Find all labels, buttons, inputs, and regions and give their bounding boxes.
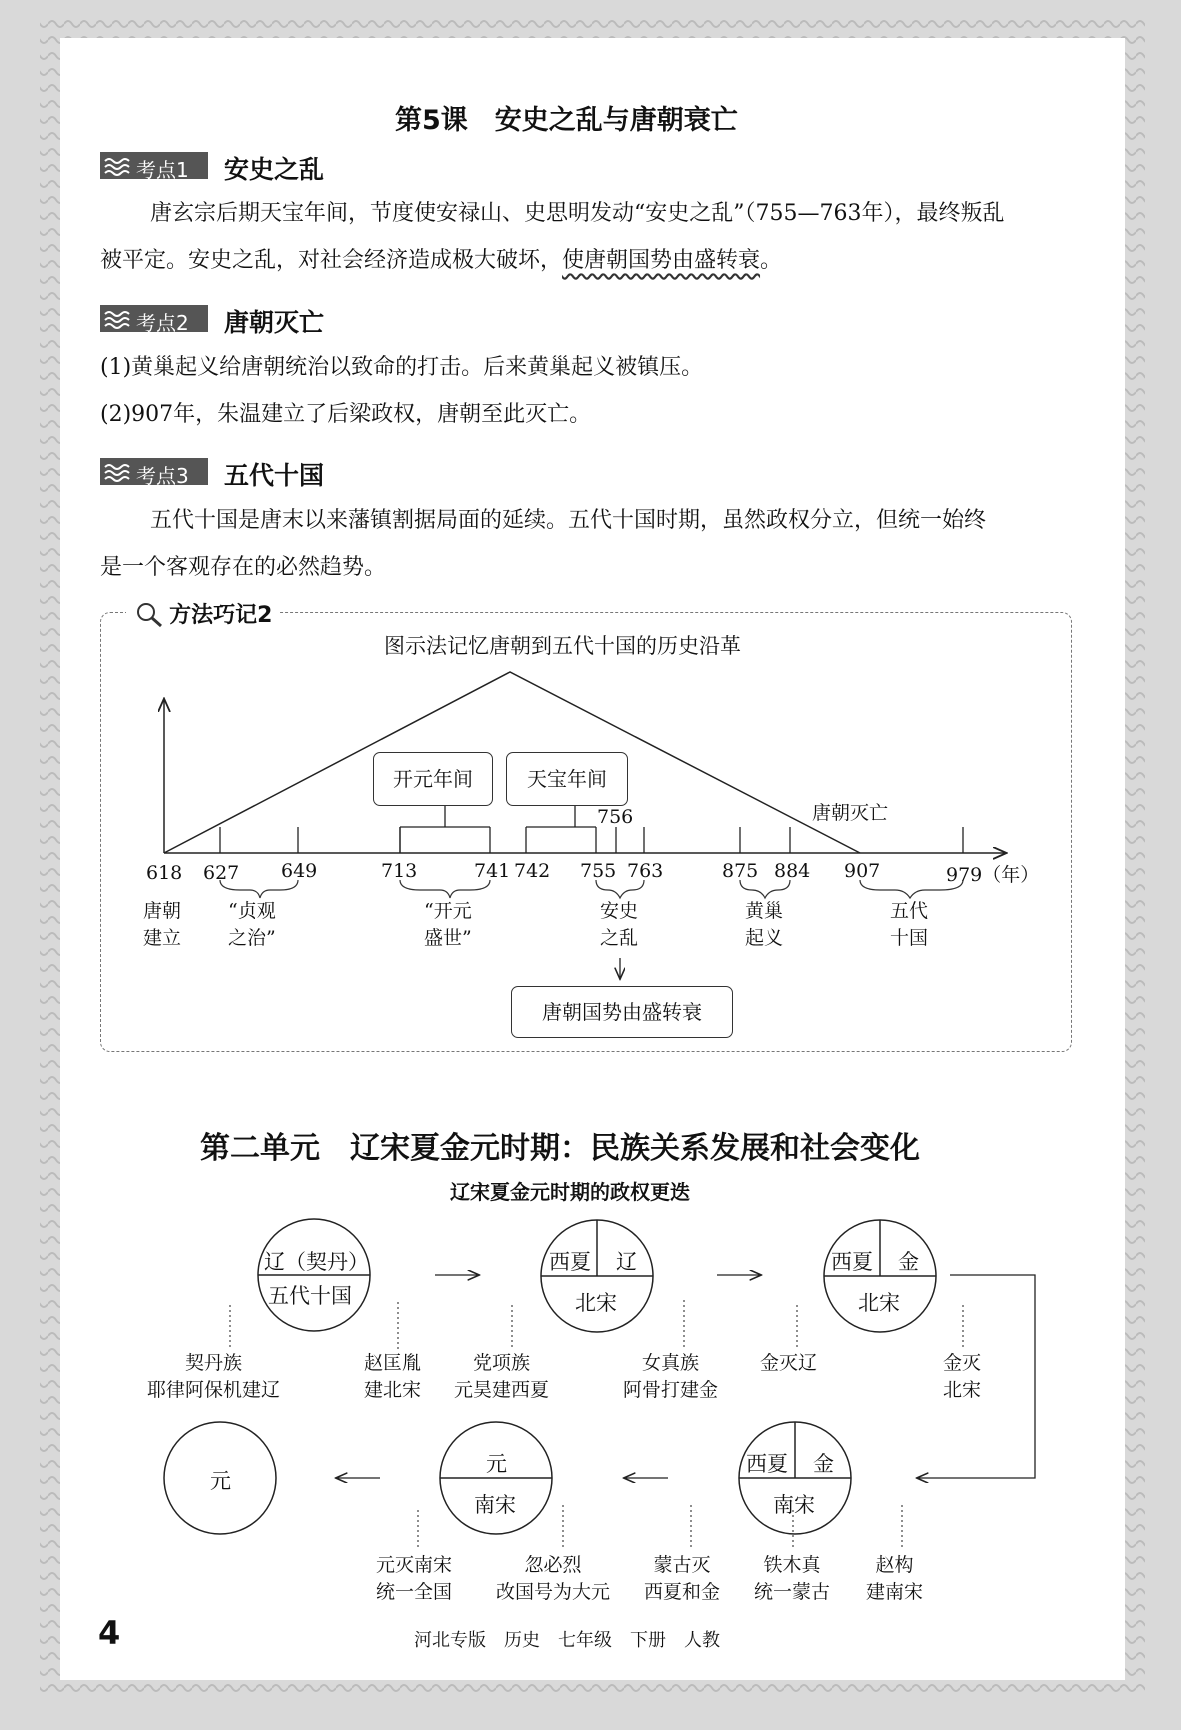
- c5-bottom: 南宋: [474, 1493, 516, 1517]
- kaiyuan-box: 开元年间: [373, 752, 493, 806]
- note-line: 西夏和金: [644, 1581, 721, 1603]
- year-627: 627: [203, 862, 240, 884]
- label-756: 756: [597, 806, 634, 828]
- year-763: 763: [627, 860, 664, 882]
- c1-bottom: 五代十国: [268, 1284, 352, 1308]
- c3-bottom: 北宋: [858, 1291, 900, 1315]
- c4-bottom: 南宋: [773, 1493, 815, 1517]
- c3-left: 西夏: [831, 1250, 873, 1274]
- year-907: 907: [844, 860, 881, 882]
- c3-right: 金: [898, 1250, 919, 1274]
- note-yuan-tongyi: [376, 1552, 452, 1606]
- emphasis-text: 使唐朝国势由盛转衰: [562, 248, 761, 273]
- c6: 元: [210, 1469, 231, 1493]
- year-618: 618: [146, 862, 183, 884]
- footer-text: 河北专版 历史 七年级 下册 人教: [414, 1630, 720, 1651]
- event-line: 盛世”: [424, 927, 472, 949]
- c1-top: 辽（契丹）: [264, 1250, 369, 1274]
- note-line: 蒙古灭: [653, 1554, 711, 1576]
- note-dangxiang: [454, 1350, 549, 1404]
- note-line: 赵匡胤: [364, 1352, 422, 1374]
- kaodian1-para-line1: 唐玄宗后期天宝年间，节度使安禄山、史思明发动“安史之乱”（755—763年），最终叛乱: [150, 201, 1005, 226]
- event-line: 之乱: [600, 927, 639, 949]
- event-line: “开元: [424, 900, 472, 922]
- method-label-text: 方法巧记2: [169, 603, 273, 628]
- result-box: 唐朝国势由盛转衰: [511, 986, 733, 1038]
- tang-fall-label: 唐朝灭亡: [812, 802, 889, 824]
- event-line: 之治”: [228, 927, 276, 949]
- note-line: 契丹族: [185, 1352, 243, 1374]
- c4-right: 金: [813, 1452, 834, 1476]
- c2-left: 西夏: [549, 1250, 591, 1274]
- note-line: 忽必烈: [524, 1554, 582, 1576]
- note-qidan: [147, 1350, 280, 1404]
- note-line: 建南宋: [866, 1581, 924, 1603]
- note-line: 改国号为大元: [496, 1581, 611, 1603]
- kaodian-tag-text: 考点3: [136, 464, 189, 488]
- note-line: 北宋: [943, 1379, 982, 1401]
- note-line: 建北宋: [364, 1379, 422, 1401]
- note-line: 女真族: [642, 1352, 700, 1374]
- note-tiemuzhen: [754, 1552, 830, 1606]
- kaodian-tag-text: 考点1: [136, 158, 189, 182]
- event-line: 建立: [143, 927, 182, 949]
- note-line: 金灭: [943, 1352, 982, 1374]
- kaodian3-para-line1: 五代十国是唐末以来藩镇割据局面的延续。五代十国时期，虽然政权分立，但统一始终: [150, 508, 987, 533]
- event-line: 五代: [890, 900, 929, 922]
- note-line: 元灭南宋: [376, 1554, 453, 1576]
- lesson-title: 第5课 安史之乱与唐朝衰亡: [395, 105, 738, 136]
- kaodian-tag-text: 考点2: [136, 311, 189, 335]
- kaodian-heading-2: 唐朝灭亡: [224, 308, 325, 337]
- year-884: 884: [774, 860, 811, 882]
- event-line: 起义: [745, 927, 784, 949]
- kaodian3-para-line2: 是一个客观存在的必然趋势。: [100, 555, 387, 580]
- kaodian2-line2: (2)907年，朱温建立了后梁政权，唐朝至此灭亡。: [100, 402, 592, 427]
- note-menggu: [644, 1552, 720, 1606]
- c4-left: 西夏: [746, 1452, 788, 1476]
- year-742: 742: [514, 860, 551, 882]
- event-line: 唐朝: [143, 900, 182, 922]
- event-line: 安史: [600, 900, 639, 922]
- note-line: 阿骨打建金: [623, 1379, 719, 1401]
- note-line: 元昊建西夏: [454, 1379, 550, 1401]
- note-jin-mie-liao: [760, 1350, 817, 1377]
- year-649: 649: [281, 860, 318, 882]
- event-line: 黄巢: [745, 900, 784, 922]
- unit-title: 第二单元 辽宋夏金元时期：民族关系发展和社会变化: [200, 1131, 920, 1166]
- c5-top: 元: [486, 1452, 507, 1476]
- note-hubilie: [496, 1552, 610, 1606]
- tianbao-box: 天宝年间: [506, 752, 628, 806]
- diagram-title: 图示法记忆唐朝到五代十国的历史沿革: [384, 634, 741, 658]
- note-line: 铁木真: [763, 1554, 821, 1576]
- kaodian-heading-3: 五代十国: [224, 461, 325, 490]
- note-line: 党项族: [473, 1352, 531, 1374]
- note-line: 耶律阿保机建辽: [147, 1379, 281, 1401]
- event-line: “贞观: [228, 900, 276, 922]
- page-number: 4: [98, 1614, 121, 1652]
- note-line: 赵构: [875, 1554, 914, 1576]
- note-line: 统一全国: [376, 1581, 453, 1603]
- year-875: 875: [722, 860, 759, 882]
- year-741: 741: [474, 860, 511, 882]
- note-zhaogou: [866, 1552, 923, 1606]
- year-979: 979（年）: [946, 864, 1040, 886]
- note-zhaokuangyin: [364, 1350, 421, 1404]
- note-line: 统一蒙古: [754, 1581, 831, 1603]
- c2-bottom: 北宋: [575, 1291, 617, 1315]
- para-end: 。: [760, 248, 783, 273]
- year-755: 755: [580, 860, 617, 882]
- note-nvzhen: [623, 1350, 718, 1404]
- event-line: 十国: [890, 927, 929, 949]
- kaodian-heading-1: 安史之乱: [224, 155, 325, 184]
- note-jin-mie-beisong: [943, 1350, 981, 1404]
- year-713: 713: [381, 860, 418, 882]
- note-line: 金灭辽: [760, 1352, 818, 1374]
- para-text: 被平定。安史之乱，对社会经济造成极大破坏，: [100, 248, 563, 273]
- unit-chart-title: 辽宋夏金元时期的政权更迭: [450, 1180, 690, 1204]
- c2-right: 辽: [616, 1250, 637, 1274]
- kaodian2-line1: (1)黄巢起义给唐朝统治以致命的打击。后来黄巢起义被镇压。: [100, 355, 704, 380]
